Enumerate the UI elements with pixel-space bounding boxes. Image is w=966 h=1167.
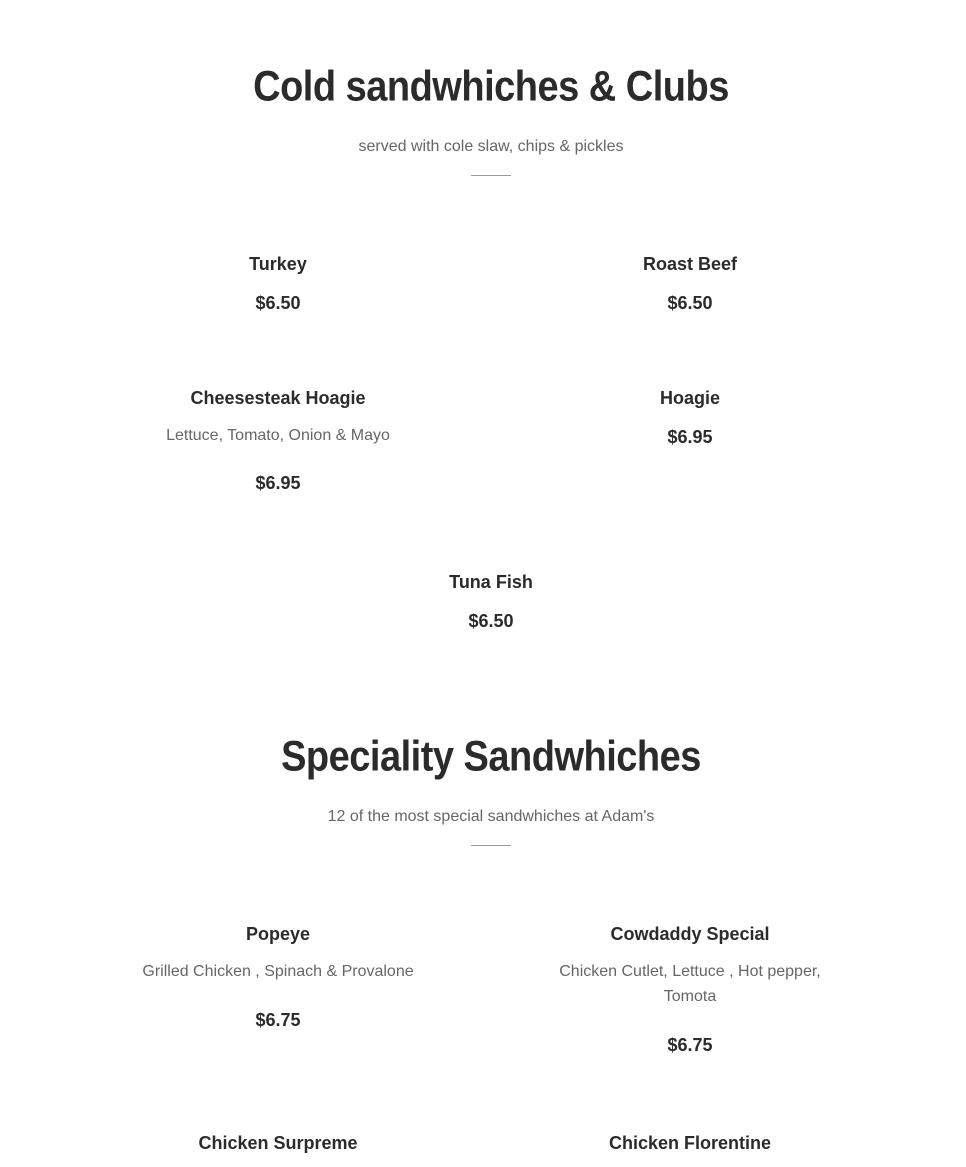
section-title-speciality-sandwiches: Speciality Sandwhiches: [281, 733, 701, 781]
section-title-cold-sandwiches: Cold sandwhiches & Clubs: [253, 63, 729, 111]
item-name: Roast Beef: [642, 254, 738, 274]
item-name: Chicken Florentine: [608, 1133, 772, 1153]
menu-item-cowdaddy-special: [550, 925, 830, 1054]
item-description: Lettuce, Tomato, Onion & Mayo: [166, 427, 390, 444]
item-name: Hoagie: [659, 388, 720, 408]
item-price: $6.50: [468, 611, 514, 631]
item-name: Popeye: [245, 924, 311, 944]
menu-item-roast-beef: [540, 255, 840, 312]
item-description: Grilled Chicken , Spinach & Provalone: [142, 963, 414, 980]
menu-item-tuna-fish: [341, 573, 641, 630]
section-divider: [471, 175, 511, 176]
menu-item-chicken-surpreme: [128, 1134, 428, 1152]
item-price: $6.50: [255, 293, 301, 313]
item-price: $6.75: [255, 1010, 301, 1030]
section-subtitle-cold-sandwiches: served with cole slaw, chips & pickles: [358, 138, 624, 155]
menu-item-hoagie: [540, 389, 840, 446]
menu-item-chicken-florentine: [540, 1134, 840, 1152]
section-divider: [471, 845, 511, 846]
item-price: $6.95: [255, 473, 301, 493]
item-price: $6.50: [667, 293, 713, 313]
item-description: Chicken Cutlet, Lettuce , Hot pepper, Tomota: [559, 963, 821, 1005]
item-name: Chicken Surpreme: [198, 1133, 358, 1153]
menu-item-cheesesteak-hoagie: [128, 389, 428, 492]
item-name: Tuna Fish: [449, 572, 533, 592]
item-name: Cheesesteak Hoagie: [190, 388, 366, 408]
menu-item-turkey: [128, 255, 428, 312]
item-price: $6.95: [667, 427, 713, 447]
section-subtitle-speciality-sandwiches: 12 of the most special sandwhiches at Adam's: [327, 808, 655, 825]
item-name: Cowdaddy Special: [610, 924, 770, 944]
item-price: $6.75: [667, 1035, 713, 1055]
item-name: Turkey: [249, 254, 307, 274]
menu-item-popeye: [118, 925, 438, 1029]
